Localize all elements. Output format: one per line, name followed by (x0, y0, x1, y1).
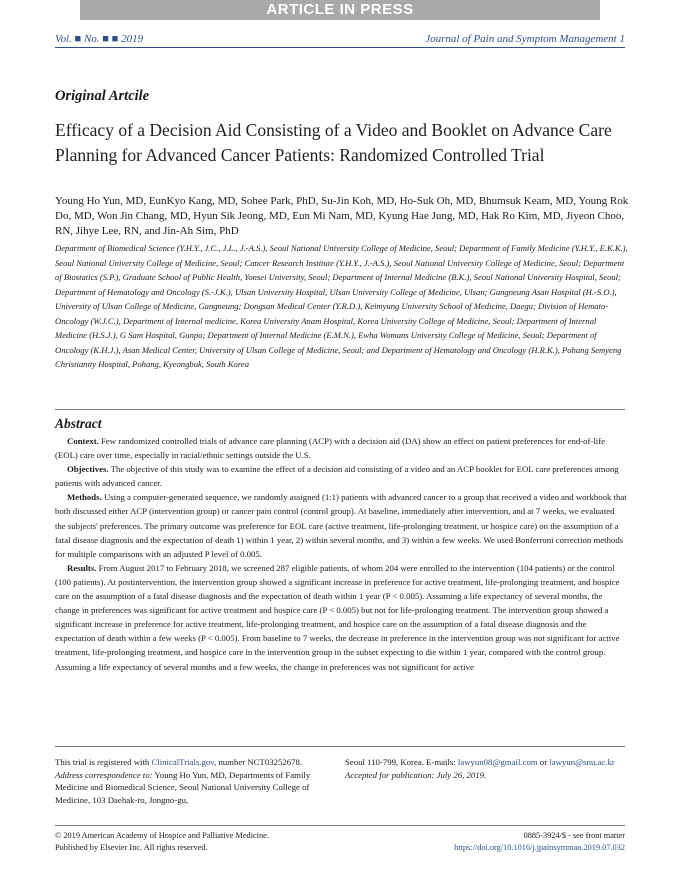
abstract-results (55, 561, 627, 674)
results-label: Results. (67, 562, 97, 573)
publisher: Published by Elsevier Inc. All rights reserved. (55, 842, 208, 852)
address-continued (345, 756, 627, 769)
email-or: or (537, 757, 550, 767)
context-label: Context. (67, 436, 99, 446)
volume-info: Vol. ■ No. ■ ■ 2019 (55, 33, 144, 45)
correspondence (55, 769, 325, 807)
footnote-divider (55, 746, 625, 747)
running-header (55, 33, 625, 48)
abstract-heading: Abstract (55, 416, 102, 431)
objectives-text: The objective of this study was to examine the effect of a decision aid consisting of a video and an ACP booklet for EOL care preferences among patients with advanced cancer. (55, 464, 619, 489)
footnotes-left (55, 756, 325, 806)
abstract-context (55, 434, 627, 462)
methods-text: Using a computer-generated sequence, we randomly assigned (1:1) patients with advanced cancer to a group that received a video and workbook that both discussed either ACP (intervention group) or cancer pain control (control group). At baseline, immediately after intervention, and at 7 weeks, we evaluated the subjects' preferences. The primary outcome was preference for EOL care (active treatment, life-prolonging treatment, or hospice care) on the assumption of a fatal disease diagnosis and the expectation of death 1) within 1 year, 2) within several months, and 3) within a few weeks. We used Bonferroni correction methods for multiple comparisons with an adjusted P level of 0.005. (55, 492, 627, 559)
email-link-2[interactable]: lawyun@snu.ac.kr (549, 757, 615, 767)
affiliations: Department of Biomedical Science (Y.H.Y., J.C., J.L., J.-A.S.), Seoul National University College of Medicine, Seoul; Department of Family Medicine (Y.H.Y., E.K.K.), Seoul National University College of Medicine, Seoul; Cancer Research Institute (Y.H.Y., J.-A.S.), Seoul National University College of Medicine, Seoul; Department of Biostatics (S.P.), Graduate School of Public Health, Yonsei University, Seoul; Department of Internal Medicine (B.K.), Seoul National University Hospital, Seoul; Department of Hematology and Oncology (S.-J.K.), Ulsan University Hospital, Ulsan University College of Medicine, Ulsan; Gangneung Asan Hospital (H.-S.O.), University of Ulsan College of Medicine, Gangneung; Dongsan Medical Center (Y.R.D.), Keimyung University School of Medicine, Daegu; Division of Hemato-Oncology (W.J.C.), Department of Internal medicine, Korea University Anam Hospital, Korea University College of Medicine, Seoul; Department of Internal Medicine (H.S.J.), G Sam Hospital, Gunpo; Department of Internal Medicine (E.M.N.), Ewha Womans University College of Medicine, Seoul; Department of Oncology (K.H.J.), Asan Medical Center, University of Ulsan College of Medicine, Seoul; and Department of Hematology and Oncology (H.R.K.), Pohang Semyeng Christianity Hospital, Pohang, Kyeongbuk, South Korea (55, 243, 628, 369)
correspondence-text: Young Ho Yun, MD, Departments of Family Medicine and Biomedical Science, Seoul National University College of Medicine, 103 Daehak-ro, Jongno-gu, (55, 769, 311, 805)
results-text: From August 2017 to February 2018, we screened 287 eligible patients, of whom 204 were enrolled to the intervention (104 patients) or the control (100 patients). At postintervention, the intervention group showed a significant increase in preference for active treatment, life-prolonging treatment, and hospice care on the assumption of a fatal disease diagnosis and the expectation of death within 1 year (P < 0.005). Assuming a life expectancy of several months, the change in preferences was significant for active treatment and hospice care (P < 0.005) but not for life-prolonging treatment. The intervention group showed a significant increase in preference for active treatment, life-prolonging treatment, and hospice care on the assumption of a fatal disease diagnosis and the expectation of death within a few weeks (P < 0.005). From baseline to 7 weeks, the decrease in preference in the intervention group was not significant for active treatment, life-prolonging treatment, and hospice care in the intervention group in the subset expecting to die within 1 year, compared with the control group. Assuming a life expectancy of several months and a few weeks, the change in preferences was not significant for active (55, 562, 620, 672)
author-list: Young Ho Yun, MD, EunKyo Kang, MD, Sohee Park, PhD, Su-Jin Koh, MD, Ho-Suk Oh, MD, Bhumsuk Keam, MD, Young Rok Do, MD, Won Jin Chang, MD, Hyun Sik Jeong, MD, Eun Mi Nam, MD, Kyung Hae Jung, MD, Hak Ro Kim, MD, Jiyeon Choo, RN, Jihye Lee, RN, and Jin-Ah Sim, PhD (55, 195, 629, 237)
accepted-date: Accepted for publication: July 26, 2019. (345, 769, 487, 780)
footer-left (55, 830, 269, 853)
article-in-press-banner: ARTICLE IN PRESS (80, 0, 600, 20)
methods-label: Methods. (67, 492, 102, 503)
issn: 0885-3924/$ - see front matter (523, 831, 625, 840)
footnotes-right (345, 756, 627, 781)
trial-number: , number NCT03252678. (214, 757, 303, 767)
article-type: Original Artcile (55, 88, 150, 104)
abstract-objectives (55, 462, 627, 490)
correspondence-label: Address correspondence to: (55, 769, 153, 780)
doi-link[interactable]: https://doi.org/10.1016/j.jpainsymman.2019.07.032 (454, 842, 625, 852)
trial-registration (55, 756, 325, 769)
clinicaltrials-link[interactable]: ClinicalTrials.gov (151, 757, 215, 767)
footer-divider (55, 825, 625, 826)
address-text: Seoul 110-799, Korea. E-mails: (345, 757, 456, 767)
copyright: © 2019 American Academy of Hospice and Palliative Medicine. (55, 831, 269, 840)
abstract-methods (55, 490, 627, 560)
context-text: Few randomized controlled trials of advance care planning (ACP) with a decision aid (DA) show an effect on patient preferences for end-of-life (EOL) care over time, especially in racial/ethnic settings outside the U.S. (55, 436, 606, 461)
abstract-top-divider (55, 409, 625, 410)
trial-text: This trial is registered with (55, 757, 150, 767)
objectives-label: Objectives. (67, 464, 109, 475)
footer-right (454, 830, 625, 853)
abstract-body (55, 434, 627, 674)
journal-name: Journal of Pain and Symptom Management 1 (425, 33, 625, 45)
email-link-1[interactable]: lawyun08@gmail.com (457, 757, 538, 767)
article-title: Efficacy of a Decision Aid Consisting of a Video and Booklet on Advance Care Planning for Advanced Cancer Patients: Randomized Controlled Trial (55, 120, 612, 165)
